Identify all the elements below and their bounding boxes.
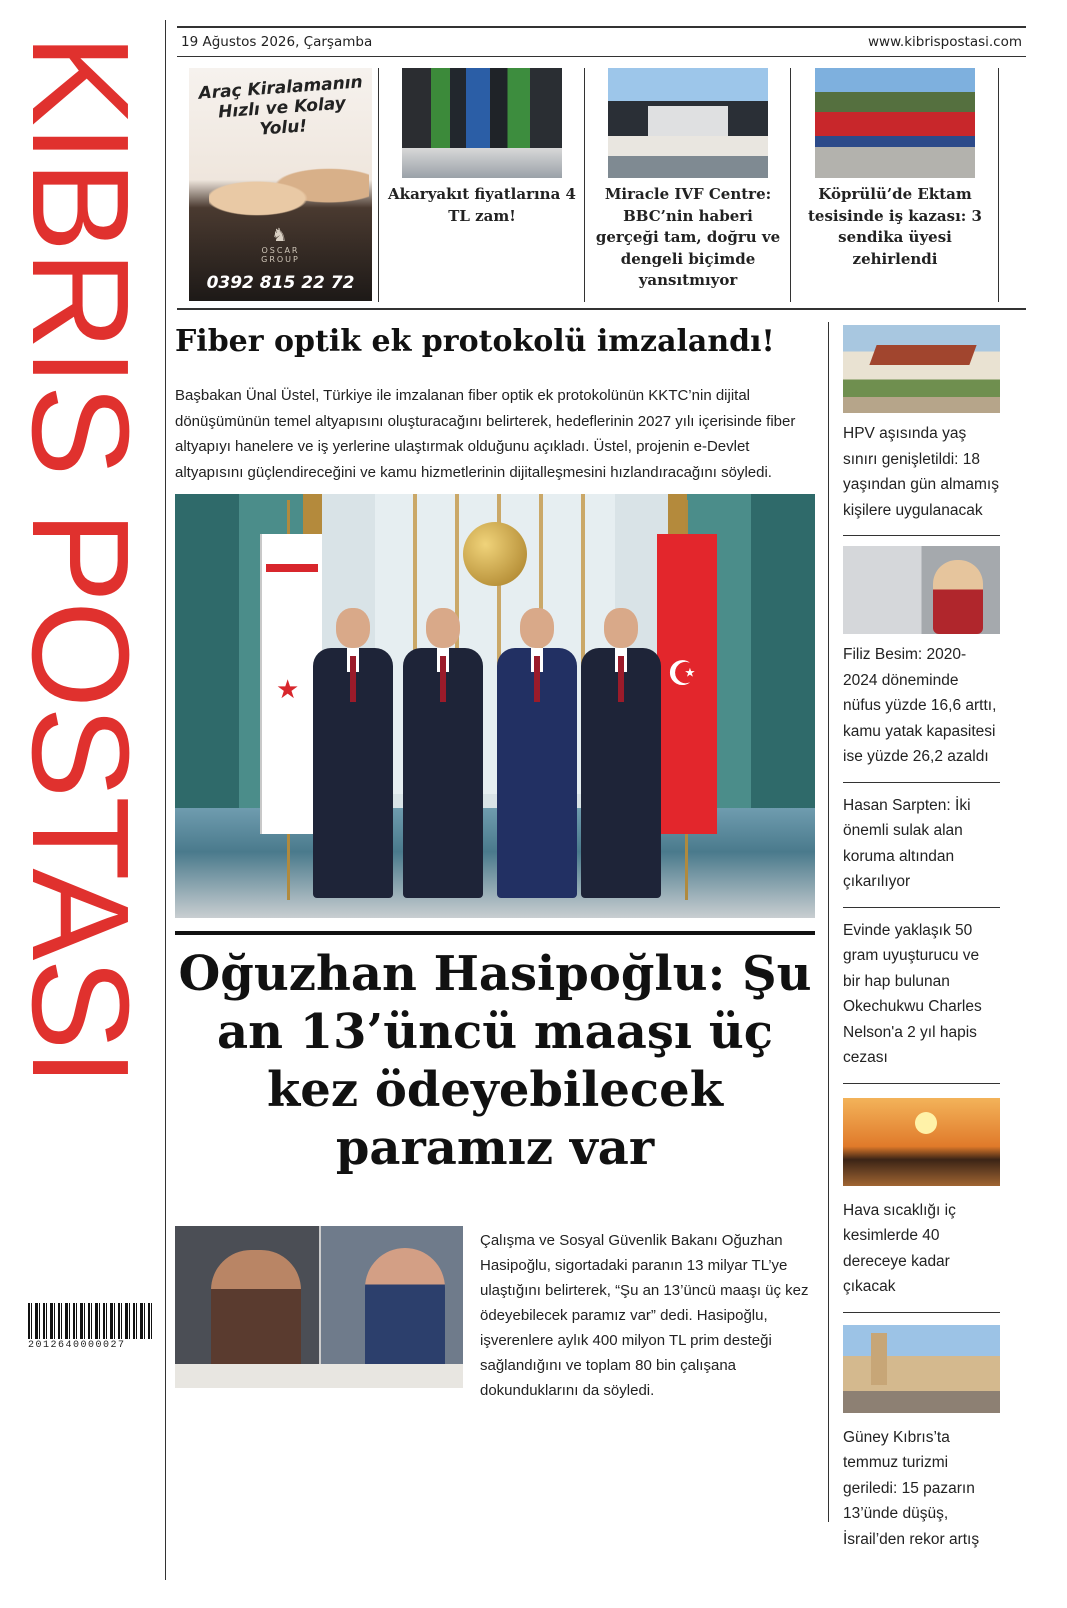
- barcode: [28, 1303, 154, 1351]
- teaser-ivf[interactable]: [585, 68, 791, 302]
- barcode-number: 2012640000027: [28, 1340, 126, 1351]
- sidebar-divider: [828, 322, 829, 1522]
- official-figure: [403, 608, 483, 898]
- main-headline[interactable]: Oğuzhan Hasipoğlu: Şu an 13’üncü maaşı üç kez ödeyebilecek paramız var: [178, 946, 812, 1176]
- desk: [175, 1364, 463, 1388]
- horse-icon: ♞: [271, 225, 290, 246]
- ad-phone: 0392 815 22 72: [206, 273, 355, 293]
- tv-interview-photo[interactable]: [175, 1226, 463, 1388]
- site-url[interactable]: www.kibrispostasi.com: [868, 34, 1022, 50]
- divider: [843, 1312, 1000, 1313]
- teaser-caption: Akaryakıt fiyatlarına 4 TL zam!: [388, 185, 576, 225]
- sidebar-photo-heat[interactable]: [843, 1098, 1000, 1186]
- handshake-key-image: [209, 160, 369, 224]
- date-bar: [177, 26, 1026, 57]
- newspaper-logo: KIBRIS POSTASI: [3, 34, 157, 1085]
- official-figure: [313, 608, 393, 898]
- advertisement[interactable]: [189, 68, 372, 301]
- sidebar-item-hpv[interactable]: HPV aşısında yaş sınırı genişletildi: 18 yaşından gün almamış kişilere uygulanacak: [843, 425, 999, 519]
- clinic-building-photo: [608, 68, 768, 178]
- sidebar-item-drugs[interactable]: Evinde yaklaşık 50 gram uyuşturucu ve bir hap bulunan Okechukwu Charles Nelson'a 2 yıl hapis cezası: [843, 921, 982, 1066]
- masthead: [0, 20, 168, 1310]
- ad-brand: OSCAR: [261, 246, 300, 255]
- lead-photo[interactable]: [175, 494, 815, 918]
- golden-orb: [463, 522, 527, 586]
- issue-date: 19 Ağustos 2026, Çarşamba: [181, 34, 373, 50]
- sidebar-item-heat[interactable]: Hava sıcaklığı iç kesimlerde 40 dereceye kadar çıkacak: [843, 1201, 956, 1295]
- divider: [843, 535, 1000, 536]
- teaser-ektam[interactable]: [791, 68, 999, 302]
- column-divider: [998, 68, 999, 302]
- official-figure: [581, 608, 661, 898]
- teaser-row: [177, 68, 1026, 310]
- barcode-bars: [28, 1303, 154, 1339]
- sidebar-item-sarpten[interactable]: Hasan Sarpten: İki önemli sulak alan koruma altından çıkarılıyor: [843, 796, 971, 890]
- ad-cell: [177, 68, 379, 302]
- sidebar-photo-hpv[interactable]: [843, 325, 1000, 413]
- section-rule: [175, 931, 815, 935]
- divider: [843, 907, 1000, 908]
- divider: [843, 1083, 1000, 1084]
- ad-brand-sub: GROUP: [261, 255, 300, 264]
- turkish-flag-icon: [657, 534, 717, 834]
- sidebar-photo-filiz-besim[interactable]: [843, 546, 1000, 634]
- lead-headline[interactable]: Fiber optik ek protokolü imzalandı!: [175, 324, 775, 359]
- masthead-divider: [165, 20, 166, 1580]
- sidebar-photo-tourism[interactable]: [843, 1325, 1000, 1413]
- teaser-caption: Miracle IVF Centre: BBC’nin haberi gerçeği tam, doğru ve dengeli biçimde yansıtmıyor: [595, 185, 781, 289]
- union-protest-photo: [815, 68, 975, 178]
- news-sidebar: [843, 325, 1000, 1560]
- lead-summary: Başbakan Ünal Üstel, Türkiye ile imzalanan fiber optik ek protokolünün KKTC’nin dijital dönüşümünün temel altyapısını oluşturacağını belirterek, hedeflerinin 2027 yılı içerisinde fiber altyapıyı hanelere ve iş yerlerine ulaştırmak olduğunu açıkladı. Üstel, projenin e-Devlet altyapısını güçlendireceğini ve kamu hizmetlerinin dijitalleşmesini hızlandıracağını söyledi.: [175, 387, 796, 481]
- teaser-caption: Köprülü’de Ektam tesisinde iş kazası: 3 sendika üyesi zehirlendi: [808, 185, 982, 268]
- ad-headline: Araç Kiralamanın Hızlı ve Kolay Yolu!: [197, 72, 364, 140]
- official-figure: [497, 608, 577, 898]
- sidebar-item-tourism[interactable]: Güney Kıbrıs’ta temmuz turizmi geriledi: 15 pazarın 13’ünde düşüş, İsrail’den rekor artış: [843, 1428, 980, 1548]
- divider: [843, 782, 1000, 783]
- teaser-fuel[interactable]: [379, 68, 585, 302]
- ad-brand-logo: [189, 226, 372, 264]
- fuel-pump-photo: [402, 68, 562, 178]
- sidebar-item-filiz-besim[interactable]: Filiz Besim: 2020-2024 döneminde nüfus yüzde 16,6 arttı, kamu yatak kapasitesi ise yüzde 26,2 azaldı: [843, 646, 997, 765]
- main-summary: Çalışma ve Sosyal Güvenlik Bakanı Oğuzhan Hasipoğlu, sigortadaki paranın 13 milyar TL’ye ulaştığını belirterek, “Şu an 13’üncü maaşı üç kez ödeyebilecek paramız var” dedi. Hasipoğlu, işverenlere aylık 400 milyon TL prim desteği sağlandığını ve toplam 80 bin çalışana dokunduklarını da söyledi.: [480, 1232, 809, 1399]
